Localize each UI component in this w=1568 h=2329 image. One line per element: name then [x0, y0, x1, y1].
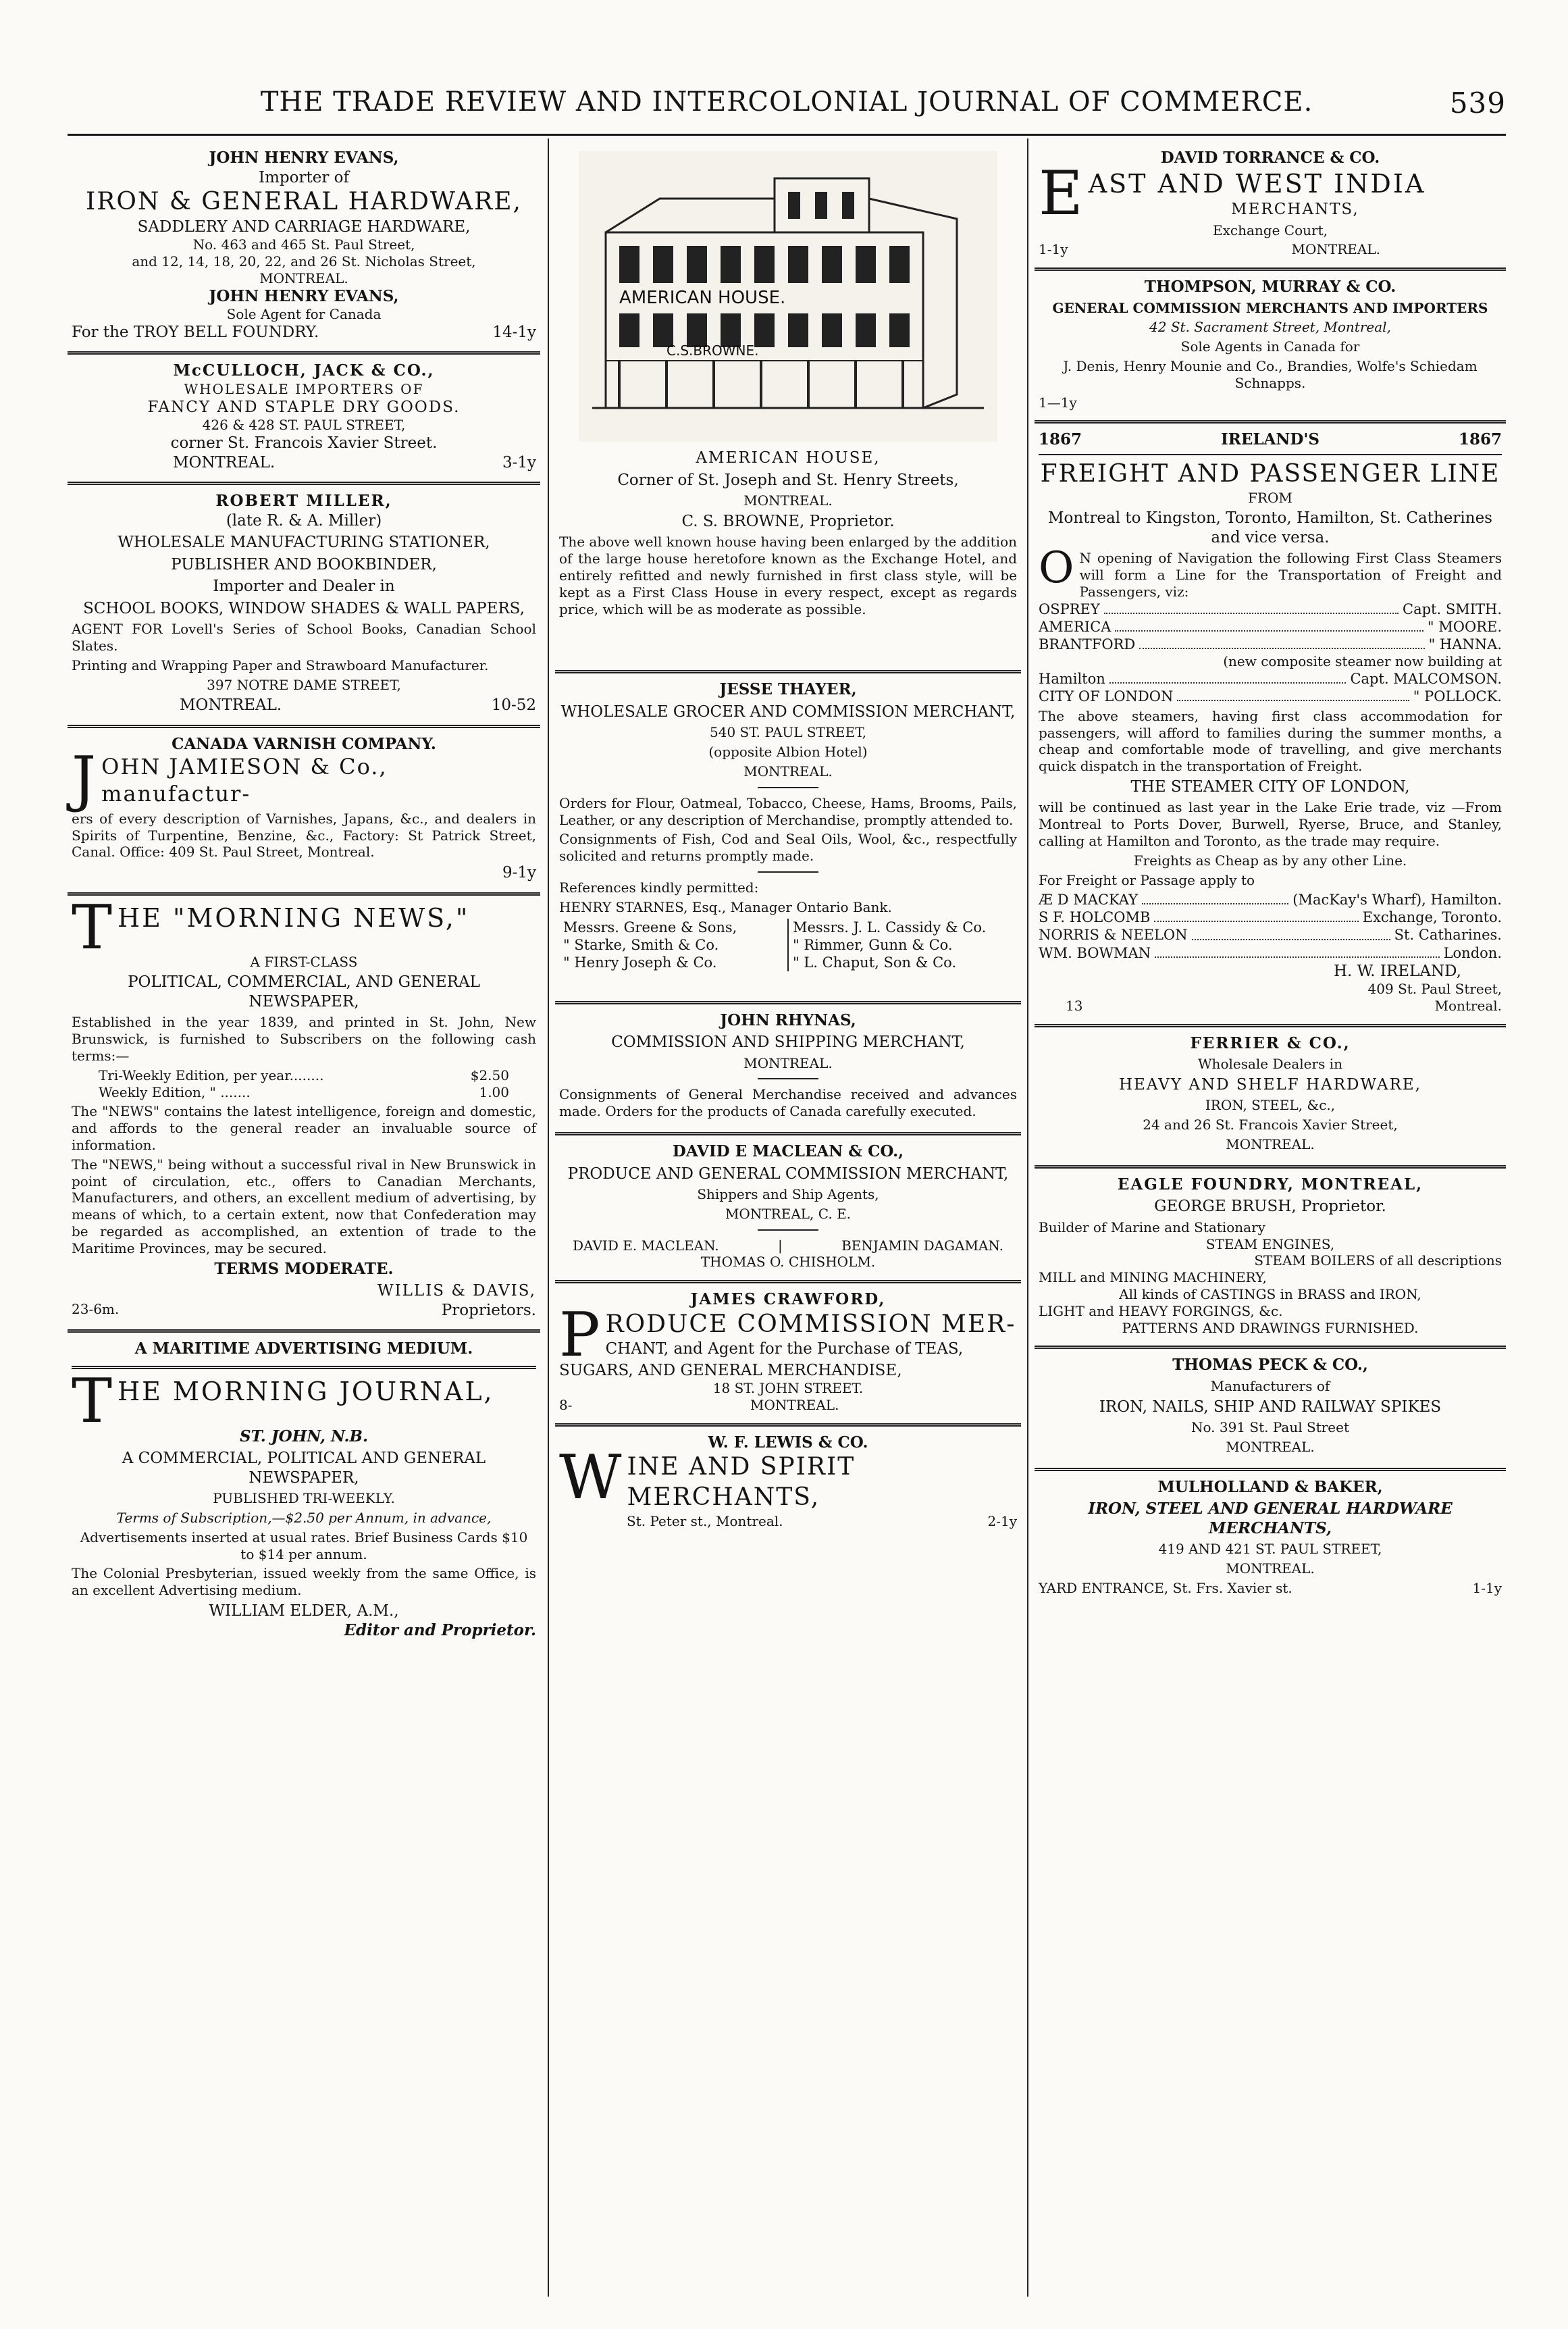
ad-headline: OHN JAMIESON & Co., manufactur- [101, 754, 388, 807]
ad-mulholland [1035, 1471, 1506, 1606]
advertiser-name: ROBERT MILLER, [215, 492, 392, 511]
ad-headline: IRON, STEEL AND GENERAL HARDWARE MERCHANTS, [1088, 1500, 1453, 1537]
ad-text: 426 & 428 ST. PAUL STREET, [202, 417, 406, 434]
drop-cap: T [72, 892, 113, 963]
ad-torrance [1035, 142, 1506, 267]
ad-text: Corner of St. Joseph and St. Henry Streets, [617, 471, 959, 489]
ad-body: Orders for Flour, Oatmeal, Tobacco, Cheese, Hams, Brooms, Pails, Leather, or any description of Merchandise, promptly attended to. [559, 794, 1017, 828]
ad-text: SADDLERY AND CARRIAGE HARDWARE, [137, 217, 471, 236]
ad-address: 24 and 26 St. Francois Xavier Street, [1143, 1117, 1398, 1133]
ad-code: 23-6m. [72, 1300, 120, 1317]
ship-name: BRANTFORD [1039, 636, 1136, 652]
advertiser-name: W. F. LEWIS & CO. [708, 1433, 868, 1452]
references-table [559, 919, 1017, 971]
agent-place: (MacKay's Wharf), Hamilton. [1292, 892, 1502, 908]
ship-name: OSPREY [1039, 600, 1100, 617]
column-middle [555, 142, 1021, 2288]
engraving-sign: C.S.BROWNE. [667, 342, 759, 359]
ad-text: Editor and Proprietor. [344, 1620, 536, 1639]
advertiser-name: DAVID E MACLEAN & CO., [672, 1142, 904, 1161]
ship-row [1039, 636, 1502, 653]
ship-name: Hamilton [1039, 670, 1105, 687]
ad-year: 1867 [1458, 430, 1502, 449]
advertiser-name: IRELAND'S [1220, 430, 1320, 449]
header-rule [68, 134, 1506, 136]
ad-code: 8- [559, 1397, 573, 1414]
ad-text: PATTERNS AND DRAWINGS FURNISHED. [1122, 1319, 1419, 1336]
ad-ireland [1035, 424, 1506, 1023]
ship-captain: Capt. SMITH. [1403, 600, 1502, 617]
ad-text: Terms of Subscription,—$2.50 per Annum, in advance, [116, 1510, 492, 1526]
ad-text: WHOLESALE GROCER AND COMMISSION MERCHANT, [560, 702, 1016, 721]
ad-body: N opening of Navigation the following First Class Steamers will form a Line for the Transportation of Freight and Passengers, viz: [1079, 550, 1502, 600]
ad-headline: FANCY AND STAPLE DRY GOODS. [147, 398, 461, 416]
partner-name: BENJAMIN DAGAMAN. [841, 1237, 1003, 1254]
ad-signature: WILLIAM ELDER, A.M., [209, 1602, 399, 1620]
ad-city: MONTREAL, C. E. [725, 1205, 852, 1222]
drop-cap: T [72, 1365, 113, 1437]
advertiser-name: JOHN HENRY EVANS, [209, 286, 399, 305]
ad-text: PUBLISHER AND BOOKBINDER, [171, 555, 437, 573]
ad-thayer [555, 673, 1021, 980]
ad-headline: IRON, NAILS, SHIP AND RAILWAY SPIKES [1099, 1398, 1442, 1416]
partner-name: DAVID E. MACLEAN. [573, 1237, 719, 1254]
ad-body: ers of every description of Varnishes, Japans, &c., and dealers in Spirits of Turpentine, Benzine, &c., Factory: St Patrick Street, Canal. Office: 409 St. Paul Street, Montreal. [72, 810, 536, 861]
ad-text: A FIRST-CLASS [250, 953, 358, 970]
ad-peck [1035, 1349, 1506, 1467]
ad-text: Importer and Dealer in [213, 578, 395, 596]
ad-city: MONTREAL. [180, 696, 282, 715]
ad-thompson [1035, 271, 1506, 420]
advertiser-name: JAMES CRAWFORD, [690, 1290, 886, 1309]
ad-code: 2-1y [987, 1512, 1017, 1529]
ad-code: 3-1y [502, 453, 536, 471]
ad-city: MONTREAL. [743, 492, 833, 509]
ad-text: Montreal to Kingston, Toronto, Hamilton, St. Catherines and vice versa. [1047, 509, 1492, 546]
ad-body: Advertisements inserted at usual rates. Brief Business Cards $10 to $14 per annum. [80, 1529, 528, 1562]
ad-code: 14-1y [492, 323, 536, 341]
ad-headline: SCHOOL BOOKS, WINDOW SHADES & WALL PAPERS, [83, 599, 525, 617]
advertiser-name: EAGLE FOUNDRY, MONTREAL, [1117, 1175, 1423, 1194]
drop-cap: O [1039, 543, 1074, 594]
ad-body: The "NEWS" contains the latest intelligence, foreign and domestic, and affords to the general reader an invaluable source of information. [72, 1103, 536, 1154]
ad-city: MONTREAL. [173, 453, 276, 471]
column-right [1035, 142, 1506, 2288]
ship-captain: " HANNA. [1428, 636, 1502, 652]
drop-cap: J [72, 744, 97, 815]
ad-text: WHOLESALE MANUFACTURING STATIONER, [117, 534, 490, 552]
advertiser-name: JESSE THAYER, [719, 680, 857, 699]
ad-city: MONTREAL. [259, 270, 348, 286]
ad-text: MERCHANTS, [1231, 200, 1359, 218]
ad-text: YARD ENTRANCE, St. Frs. Xavier st. [1039, 1580, 1292, 1597]
ad-code: 1—1y [1039, 394, 1077, 411]
ship-captain: " MOORE. [1427, 618, 1502, 635]
ad-text: For Freight or Passage apply to [1039, 871, 1255, 888]
ad-rhynas [555, 1004, 1021, 1132]
ad-city: MONTREAL. [750, 1397, 839, 1414]
ad-code: 9-1y [502, 864, 536, 882]
ad-headline: IRON & GENERAL HARDWARE, [86, 188, 522, 216]
column-divider-2 [1027, 138, 1028, 2297]
ad-code: 13 [1066, 997, 1083, 1014]
ad-address: St. Peter st., Montreal. [627, 1512, 783, 1529]
ad-lewis [555, 1427, 1021, 1539]
ad-text: HENRY STARNES, Esq., Manager Ontario Bank. [559, 898, 892, 915]
ad-text: A COMMERCIAL, POLITICAL AND GENERAL NEWSPAPER, [122, 1450, 486, 1487]
journal-title: THE TRADE REVIEW AND INTERCOLONIAL JOURNAL OF COMMERCE. [260, 86, 1313, 118]
drop-cap: W [559, 1442, 622, 1514]
ad-text: Weekly Edition, " ....... [99, 1083, 251, 1100]
advertiser-name: DAVID TORRANCE & CO. [1160, 149, 1380, 167]
ad-varnish [68, 728, 540, 892]
ad-body: The Colonial Presbyterian, issued weekly from the same Office, is an excellent Advertising medium. [72, 1565, 536, 1599]
ad-city: Montreal. [1434, 997, 1502, 1014]
agent-place: London. [1443, 944, 1502, 961]
ad-text: All kinds of CASTINGS in BRASS and IRON, [1119, 1286, 1421, 1303]
ad-address: 397 NOTRE DAME STREET, [207, 676, 401, 693]
reference-item: " Rimmer, Gunn & Co. [793, 936, 953, 953]
column-divider-1 [548, 138, 549, 2297]
ad-code: 1-1y [1472, 1580, 1502, 1597]
ad-headline: FREIGHT AND PASSENGER LINE [1040, 459, 1500, 488]
ad-price: 1.00 [479, 1083, 509, 1100]
ad-address: 540 ST. PAUL STREET, [710, 724, 866, 741]
ad-text: Exchange Court, [1213, 222, 1328, 238]
ad-morning-news [68, 892, 540, 1330]
ad-text: IRON, STEEL, &c., [1205, 1097, 1336, 1114]
ad-text: and 12, 14, 18, 20, 22, and 26 St. Nicholas Street, [132, 253, 476, 270]
agent-place: St. Catharines. [1394, 927, 1502, 944]
ad-text: (opposite Albion Hotel) [708, 744, 868, 761]
ad-city: MONTREAL. [743, 763, 833, 779]
engraving-sign: AMERICAN HOUSE. [619, 288, 786, 308]
ad-text: GEORGE BRUSH, Proprietor. [1154, 1198, 1386, 1216]
ad-text: AGENT FOR Lovell's Series of School Books, Canadian School Slates. [72, 621, 536, 654]
ad-headline: RODUCE COMMISSION MER- [605, 1310, 1016, 1338]
ad-text: STEAM ENGINES, [1205, 1235, 1335, 1252]
ad-text: Manufacturers of [1210, 1377, 1330, 1394]
ad-address: 419 AND 421 ST. PAUL STREET, [1158, 1541, 1382, 1558]
ad-text: PUBLISHED TRI-WEEKLY. [213, 1490, 395, 1507]
column-left [68, 142, 540, 2288]
ship-captain: Capt. MALCOMSON. [1350, 670, 1502, 687]
ad-text: TERMS MODERATE. [214, 1259, 394, 1278]
ad-headline: HE MORNING JOURNAL, [117, 1376, 494, 1406]
reference-item: " L. Chaput, Son & Co. [793, 954, 957, 971]
page-header [68, 86, 1506, 127]
ship-row [1039, 600, 1502, 618]
ad-code: 10-52 [491, 696, 536, 715]
ad-miller [68, 485, 540, 725]
ad-text: Freights as Cheap as by any other Line. [1133, 852, 1407, 869]
ad-body: Established in the year 1839, and printed in St. John, New Brunswick, is furnished to Subscribers on the following cash terms:— [72, 1014, 536, 1065]
ad-text: SUGARS, AND GENERAL MERCHANDISE, [559, 1361, 902, 1379]
ad-text: No. 463 and 465 St. Paul Street, [192, 236, 415, 253]
agent-name: NORRIS & NEELON [1039, 927, 1188, 944]
ship-row [1039, 618, 1502, 636]
ad-text: COMMISSION AND SHIPPING MERCHANT, [611, 1033, 965, 1052]
drop-cap: E [1039, 157, 1083, 229]
ad-text: (late R. & A. Miller) [226, 511, 382, 530]
ad-text: Proprietors. [441, 1301, 536, 1319]
ad-ferrier [1035, 1027, 1506, 1165]
agent-place: Exchange, Toronto. [1362, 909, 1502, 926]
ad-text: Shippers and Ship Agents, [697, 1186, 879, 1203]
drop-cap: P [559, 1299, 600, 1371]
ad-text: Importer of [259, 168, 349, 186]
ad-city: MONTREAL. [1226, 1560, 1315, 1577]
ad-text: FROM [1248, 489, 1292, 506]
ship-row [1039, 670, 1502, 688]
ad-body: Consignments of General Merchandise received and advances made. Orders for the products of Canada carefully executed. [559, 1086, 1017, 1120]
ship-captain: " POLLOCK. [1413, 688, 1502, 705]
reference-item: Messrs. J. L. Cassidy & Co. [793, 919, 987, 936]
advertiser-name: THOMPSON, MURRAY & CO. [1144, 278, 1396, 297]
ad-crawford [555, 1283, 1021, 1423]
ad-body: Consignments of Fish, Cod and Seal Oils, Wool, &c., respectfully solicited and returns promptly made. [559, 831, 1017, 865]
ad-text: WHOLESALE IMPORTERS OF [184, 380, 424, 397]
ad-evans [68, 142, 540, 351]
ad-address: 18 ST. JOHN STREET. [712, 1380, 864, 1397]
ad-text: Builder of Marine and Stationary [1039, 1219, 1265, 1235]
ad-american-house [555, 142, 1021, 630]
ad-price: $2.50 [470, 1067, 509, 1083]
ad-signature: WILLIS & DAVIS, [377, 1282, 536, 1300]
ad-text: STEAM BOILERS of all descriptions [1254, 1252, 1502, 1269]
ad-body: The above steamers, having first class accommodation for passengers, will afford to families during the summer months, a cheap and comfortable mode of travelling, and give merchants quick dispatch in the transportation of Freight. [1039, 707, 1502, 775]
ad-text: For the TROY BELL FOUNDRY. [72, 323, 319, 341]
ad-text: Sole Agents in Canada for [1180, 338, 1360, 355]
ad-text: References kindly permitted: [559, 879, 759, 896]
ad-address: 42 St. Sacrament Street, Montreal, [1149, 319, 1391, 336]
ad-body: The "NEWS," being without a successful rival in New Brunswick in point of circulation, etc., offers to Canadian Merchants, Manufacturers, and others, an excellent medium of advertising, by means of which, to a certain extent, now that Confederation may be regarded as accomplished, an extention of trade to the Maritime Provinces, may be secured. [72, 1156, 536, 1256]
advertiser-name: FERRIER & CO., [1190, 1033, 1351, 1052]
ad-address: 409 St. Paul Street, [1367, 981, 1502, 998]
page-number: 539 [1449, 86, 1506, 120]
advertiser-name: CANADA VARNISH COMPANY. [172, 734, 436, 753]
advertiser-name: AMERICAN HOUSE, [696, 449, 881, 467]
ad-city: MONTREAL. [1226, 1136, 1315, 1153]
agent-name: Æ D MACKAY [1039, 892, 1138, 908]
ship-name: AMERICA [1039, 618, 1112, 635]
ad-signature: H. W. IRELAND, [1333, 962, 1461, 980]
ad-text: LIGHT and HEAVY FORGINGS, &c. [1039, 1302, 1283, 1319]
ad-text: Tri-Weekly Edition, per year........ [99, 1067, 324, 1083]
ad-morning-journal [68, 1333, 540, 1649]
ad-eagle-foundry [1035, 1169, 1506, 1346]
advertiser-name: JOHN HENRY EVANS, [209, 149, 399, 167]
ad-text: Printing and Wrapping Paper and Strawboard Manufacturer. [72, 657, 489, 673]
ad-text: POLITICAL, COMMERCIAL, AND GENERAL NEWSPAPER, [128, 973, 480, 1010]
ad-text: PRODUCE AND GENERAL COMMISSION MERCHANT, [567, 1164, 1009, 1183]
ad-text: GENERAL COMMISSION MERCHANTS AND IMPORTERS [1052, 299, 1488, 316]
ad-text: CHANT, and Agent for the Purchase of TEAS, [605, 1340, 964, 1358]
advertiser-name: MULHOLLAND & BAKER, [1157, 1477, 1383, 1496]
reference-item: " Henry Joseph & Co. [563, 954, 717, 971]
ad-city: MONTREAL. [743, 1054, 833, 1071]
partner-name: THOMAS O. CHISHOLM. [700, 1254, 876, 1271]
ad-city: MONTREAL. [1291, 241, 1380, 258]
advertiser-name: THOMAS PECK & CO., [1172, 1356, 1368, 1375]
ship-row [1039, 688, 1502, 705]
ad-address: No. 391 St. Paul Street [1191, 1419, 1349, 1436]
ship-name: CITY OF LONDON [1039, 688, 1174, 705]
ad-text: Wholesale Dealers in [1198, 1056, 1342, 1073]
ad-headline: INE AND SPIRIT MERCHANTS, [627, 1453, 856, 1512]
hotel-engraving [579, 151, 997, 442]
ad-body: The above well known house having been enlarged by the addition of the large house heretofore known as the Exchange Hotel, and entirely refitted and newly furnished in first class style, will be kept as a First Class House in every respect, except as regards price, which will be as moderate as possible. [559, 534, 1017, 617]
ad-text: THE STEAMER CITY OF LONDON, [1130, 777, 1410, 796]
ad-maclean: DAVID E MACLEAN & CO., PRODUCE AND GENERAL COMMISSION MERCHANT, Shippers and Ship Agents, MONTREAL, C. E. DAVID E. MACLEAN. | BENJAMIN DAGAMAN. THOMAS O. CHISHOLM. [555, 1135, 1021, 1280]
ad-text: Sole Agent for Canada [226, 306, 382, 323]
ad-text: (new composite steamer now building at [1223, 652, 1502, 669]
ad-text: corner St. Francois Xavier Street. [170, 434, 438, 453]
ad-text: J. Denis, Henry Mounie and Co., Brandies, Wolfe's Schiedam Schnapps. [1063, 358, 1478, 391]
ad-city: MONTREAL. [1226, 1439, 1315, 1456]
agent-name: S F. HOLCOMB [1039, 909, 1151, 926]
advertiser-name: McCULLOCH, JACK & CO., [173, 361, 435, 380]
reference-item: Messrs. Greene & Sons, [563, 919, 737, 936]
ad-mcculloch [68, 355, 540, 482]
ad-year: 1867 [1039, 430, 1082, 449]
ad-text: C. S. BROWNE, Proprietor. [681, 512, 895, 530]
ad-headline: HEAVY AND SHELF HARDWARE, [1119, 1075, 1421, 1094]
agent-name: WM. BOWMAN [1039, 944, 1151, 961]
ad-headline: AST AND WEST INDIA [1088, 168, 1426, 199]
ad-body: will be continued as last year in the Lake Erie trade, viz —From Montreal to Ports Dover, Burwell, Ryerse, Bruce, and Stanley, calling at Hamilton and Toronto, as the trade may require. [1039, 799, 1502, 850]
ad-label: A MARITIME ADVERTISING MEDIUM. [134, 1339, 473, 1358]
reference-item: " Starke, Smith & Co. [563, 936, 719, 953]
ad-text: ST. JOHN, N.B. [240, 1427, 368, 1445]
ad-headline: HE "MORNING NEWS," [117, 902, 470, 933]
ad-code: 1-1y [1039, 241, 1068, 258]
advertiser-name: JOHN RHYNAS, [720, 1010, 856, 1029]
ad-text: MILL and MINING MACHINERY, [1039, 1269, 1267, 1286]
